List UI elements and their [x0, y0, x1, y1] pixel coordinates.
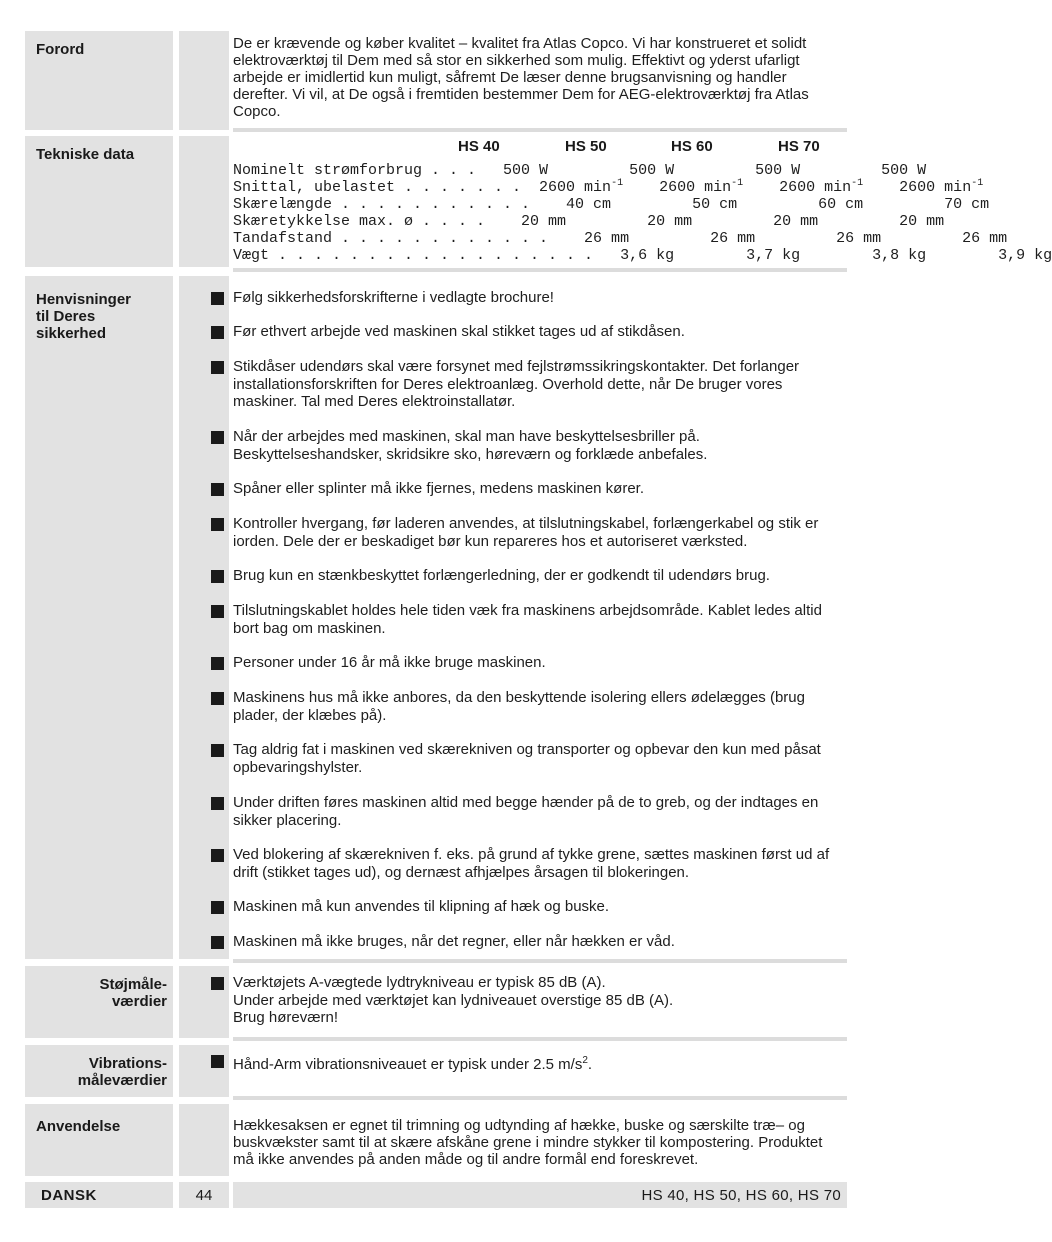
safety-item-10: Maskinens hus må ikke anbores, da den beskyttende isolering ellers ødelægges (brug plader, der klæbes på). — [233, 689, 805, 724]
tech-row-6: Vægt . . . . . . . . . . . . . . . . . . 3,6 kg 3,7 kg 3,8 kg 3,9 kg — [233, 247, 1052, 264]
stoj-line-1: Værktøjets A-vægtede lydtrykniveau er typisk 85 dB (A). — [233, 974, 606, 991]
stoj-label-line-1: Støjmåle- — [99, 976, 167, 993]
vibration-label — [78, 1055, 167, 1089]
sikkerhed-label-line-1: Henvisninger — [36, 291, 132, 308]
stoj-label — [99, 976, 167, 1010]
vibration-label-cell — [25, 1045, 173, 1097]
footer-page-number: 44 — [195, 1187, 213, 1204]
safety-item-2: Før ethvert arbejde ved maskinen skal stikket tages ud af stikdåsen. — [233, 323, 685, 340]
safety-item-1: Følg sikkerhedsforskrifterne i vedlagte brochure! — [233, 289, 554, 306]
stoj-line-3: Brug høreværn! — [233, 1009, 339, 1026]
sikkerhed-label-cell — [25, 276, 173, 959]
safety-item-15: Maskinen må ikke bruges, når det regner, eller når hækken er våd. — [233, 933, 675, 950]
forord-label-cell — [25, 31, 173, 130]
tech-row-1: Nominelt strømforbrug . . . 500 W 500 W 500 W 500 W — [233, 162, 927, 179]
bullet-icon — [211, 483, 224, 496]
bullet-icon — [211, 849, 224, 862]
stoj-text — [233, 974, 847, 1027]
bullet-icon — [211, 744, 224, 757]
safety-item-11: Tag aldrig fat i maskinen ved skærekniven og transporter og opbevar den kun med påsat opbevaringshylster. — [233, 741, 821, 776]
forord-gutter — [179, 31, 229, 130]
bullet-icon — [211, 326, 224, 339]
safety-item-9: Personer under 16 år må ikke bruge maskinen. — [233, 654, 546, 671]
vibration-sup: 2 — [582, 1055, 588, 1066]
bullet-icon — [211, 977, 224, 990]
footer-models: HS 40, HS 50, HS 60, HS 70 — [641, 1187, 841, 1204]
tech-row-3: Skærelængde . . . . . . . . . . . 40 cm 50 cm 60 cm 70 cm — [233, 196, 990, 213]
vibration-label-line-2: måleværdier — [77, 1072, 167, 1089]
vibration-gutter — [179, 1045, 229, 1097]
safety-item-8: Tilslutningskablet holdes hele tiden væk fra maskinens arbejdsområde. Kablet ledes altid bort bag om maskinen. — [233, 602, 822, 637]
safety-item-6: Kontroller hvergang, før laderen anvendes, at tilslutningskabel, forlængerkabel og stik er iorden. Dele der er beskadiget bør kun repareres hos et autoriseret værksted. — [233, 515, 819, 550]
vibration-label-line-1: Vibrations- — [88, 1055, 167, 1072]
tech-row-5: Tandafstand . . . . . . . . . . . . 26 mm 26 mm 26 mm 26 mm — [233, 230, 1008, 247]
bullet-icon — [211, 1055, 224, 1068]
vibration-main: Hånd-Arm vibrationsniveauet er typisk under 2.5 m/s — [233, 1056, 583, 1073]
bullet-icon — [211, 292, 224, 305]
forord-text: De er krævende og køber kvalitet – kvalitet fra Atlas Copco. Vi har konstrueret et solidt elektroværktøj til Dem med så stor en sikkerhed som mulig. Effektivt og yderst ufarligt arbejde er imidlertid kun muligt, såfremt De læser denne brugsanvisning og handler derefter. Vi vil, at De også i fremtiden bestemmer Dem for AEG-elektroværktøj fra Atlas Copco. — [233, 35, 809, 120]
bullet-icon — [211, 797, 224, 810]
stoj-rule — [233, 1037, 847, 1041]
bullet-icon — [211, 570, 224, 583]
sikkerhed-label — [36, 291, 131, 342]
model-header-hs40: HS 40 — [458, 138, 500, 155]
bullet-icon — [211, 361, 224, 374]
bullet-icon — [211, 431, 224, 444]
safety-item-13: Ved blokering af skærekniven f. eks. på grund af tykke grene, sættes maskinen først ud af drift (stikket tages ud), og dernæst afhjælpes årsagen til blokeringen. — [233, 846, 830, 881]
footer-page-cell — [179, 1182, 229, 1208]
footer-models-cell — [233, 1182, 847, 1208]
anvendelse-gutter — [179, 1104, 229, 1176]
safety-item-5: Spåner eller splinter må ikke fjernes, medens maskinen kører. — [233, 480, 645, 497]
safety-item-4: Når der arbejdes med maskinen, skal man have beskyttelsesbriller på. Beskyttelseshandsker, skridsikre sko, høreværn og forklæde anbefales. — [233, 428, 708, 463]
safety-item-12: Under driften føres maskinen altid med begge hænder på de to greb, og der indtages en sikker placering. — [233, 794, 819, 829]
tech-row-4: Skæretykkelse max. ø . . . . 20 mm 20 mm 20 mm 20 mm — [233, 213, 945, 230]
vibration-rule — [233, 1096, 847, 1100]
model-header-hs50: HS 50 — [565, 138, 607, 155]
tech-row-2: Snittal, ubelastet . . . . . . . 2600 $\min^{-1}$ 2600 $\min^{-1}$ 2600 $\min^{-1}$ 2600 $\min^{-1}$ — [233, 178, 984, 196]
sikkerhed-label-line-3: sikkerhed — [36, 325, 107, 342]
forord-rule — [233, 128, 847, 132]
sikkerhed-rule — [233, 959, 847, 963]
safety-item-14: Maskinen må kun anvendes til klipning af hæk og buske. — [233, 898, 610, 915]
bullet-icon — [211, 518, 224, 531]
bullet-icon — [211, 657, 224, 670]
model-header-hs60: HS 60 — [671, 138, 713, 155]
vibration-end: . — [587, 1056, 593, 1073]
vibration-text — [233, 1052, 847, 1074]
tekniske-data-table — [233, 162, 1052, 264]
stoj-label-line-2: værdier — [111, 993, 167, 1010]
sikkerhed-label-line-2: til Deres — [36, 308, 96, 325]
tekniske-label: Tekniske data — [36, 146, 135, 163]
safety-item-3: Stikdåser udendørs skal være forsynet med fejlstrømssikringskontakter. Det forlanger installationsforskriften for Deres elektroanlæg. Overhold dette, når De bruger vores maskiner. Tal med Deres elektroinstallatør. — [233, 358, 800, 410]
tekniske-label-cell — [25, 136, 173, 267]
anvendelse-label: Anvendelse — [36, 1118, 121, 1135]
bullet-icon — [211, 936, 224, 949]
bullet-icon — [211, 605, 224, 618]
bullet-icon — [211, 901, 224, 914]
safety-item-7: Brug kun en stænkbeskyttet forlængerledning, der er godkendt til udendørs brug. — [233, 567, 770, 584]
tekniske-rule — [233, 268, 847, 272]
forord-label: Forord — [36, 41, 85, 58]
footer-language: DANSK — [41, 1187, 97, 1204]
tekniske-gutter — [179, 136, 229, 267]
stoj-line-2: Under arbejde med værktøjet kan lydniveauet overstige 85 dB (A). — [233, 991, 674, 1009]
model-header-hs70: HS 70 — [778, 138, 820, 155]
anvendelse-text: Hækkesaksen er egnet til trimning og udtynding af hække, buske og særskilte træ– og buskvækster samt til at skære afskåne grene i mindre stykker til kompostering. Produktet må ikke anvendes på anden måde og til andre formål end foreskrevet. — [233, 1117, 823, 1168]
footer-language-cell — [25, 1182, 173, 1208]
anvendelse-label-cell — [25, 1104, 173, 1176]
stoj-label-cell — [25, 966, 173, 1038]
bullet-icon — [211, 692, 224, 705]
